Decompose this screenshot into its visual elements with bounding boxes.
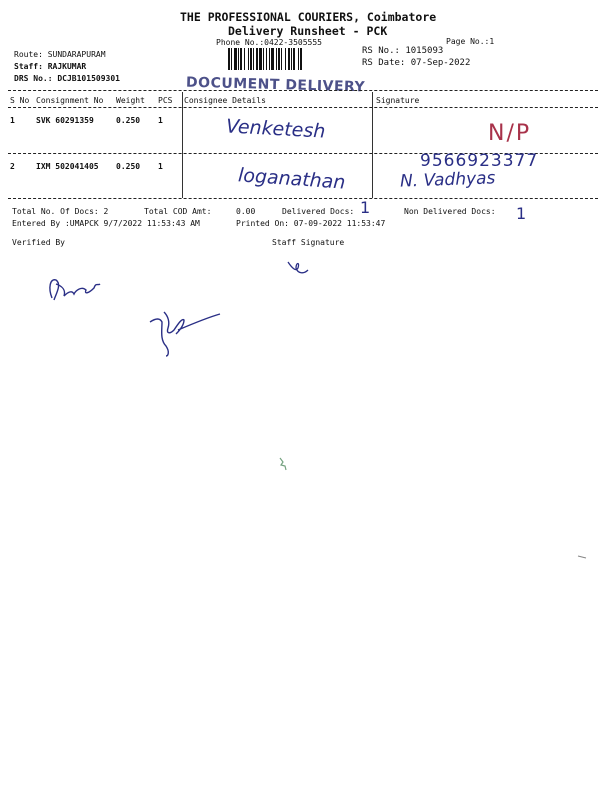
table-row-weight: 0.250 <box>116 116 141 125</box>
header-consignee: Consignee Details <box>184 96 266 105</box>
non-delivered-docs-label: Non Delivered Docs: <box>404 207 496 216</box>
staff-signature-label: Staff Signature <box>272 238 345 247</box>
handwritten-not-present-mark: N/P <box>488 121 532 146</box>
total-cod-value: 0.00 <box>236 207 256 216</box>
printed-on: Printed On: 07-09-2022 11:53:47 <box>236 219 386 228</box>
header-sno: S No <box>10 96 30 105</box>
handwritten-consignee-name: Venketesh <box>225 115 326 143</box>
document-delivery-stamp: DOCUMENT DELIVERY <box>185 74 366 96</box>
entered-by: Entered By :UMAPCK 9/7/2022 11:53:43 AM <box>12 219 200 228</box>
page-number: Page No.:1 <box>446 37 495 46</box>
table-row-pcs: 1 <box>158 162 163 171</box>
header-consignment: Consignment No <box>36 96 104 105</box>
rs-number: RS No.: 1015093 <box>362 46 444 56</box>
staff-signature <box>150 312 220 356</box>
ink-smudge <box>280 458 286 470</box>
table-row-pcs: 1 <box>158 116 163 125</box>
table-row-sno: 1 <box>10 116 15 125</box>
delivered-docs-label: Delivered Docs: <box>282 207 355 216</box>
table-row-sno: 2 <box>10 162 15 171</box>
handwritten-non-delivered-count: 1 <box>516 204 527 223</box>
verifier-signature <box>50 280 100 300</box>
rs-date: RS Date: 07-Sep-2022 <box>362 58 471 68</box>
handwritten-phone-number: 9566923377 <box>420 151 539 171</box>
handwritten-delivered-count: 1 <box>360 198 371 217</box>
staff-initials-signature <box>288 262 308 273</box>
total-cod-label: Total COD Amt: <box>144 207 212 216</box>
staff-label: Staff: RAJKUMAR <box>14 62 87 71</box>
header-pcs: PCS <box>158 96 173 105</box>
table-row-weight: 0.250 <box>116 162 141 171</box>
drs-number: DRS No.: DCJB101509301 <box>14 74 120 83</box>
route-label: Route: SUNDARAPURAM <box>14 50 106 59</box>
table-row-consignment: SVK 60291359 <box>36 116 94 125</box>
table-row-consignment: IXM 502041405 <box>36 162 99 171</box>
handwritten-consignee-name: loganathan <box>237 164 347 194</box>
total-docs: Total No. Of Docs: 2 <box>12 207 109 216</box>
document-title: Delivery Runsheet - PCK <box>228 24 388 38</box>
header-weight: Weight <box>116 96 145 105</box>
handwritten-receiver-signature: N. Vadhyas <box>399 168 496 192</box>
verified-by-label: Verified By <box>12 238 65 247</box>
header-signature: Signature <box>376 96 420 105</box>
company-name: THE PROFESSIONAL COURIERS, Coimbatore <box>180 10 437 24</box>
margin-mark <box>578 556 586 558</box>
phone-number: Phone No.:0422-3505555 <box>216 38 322 47</box>
